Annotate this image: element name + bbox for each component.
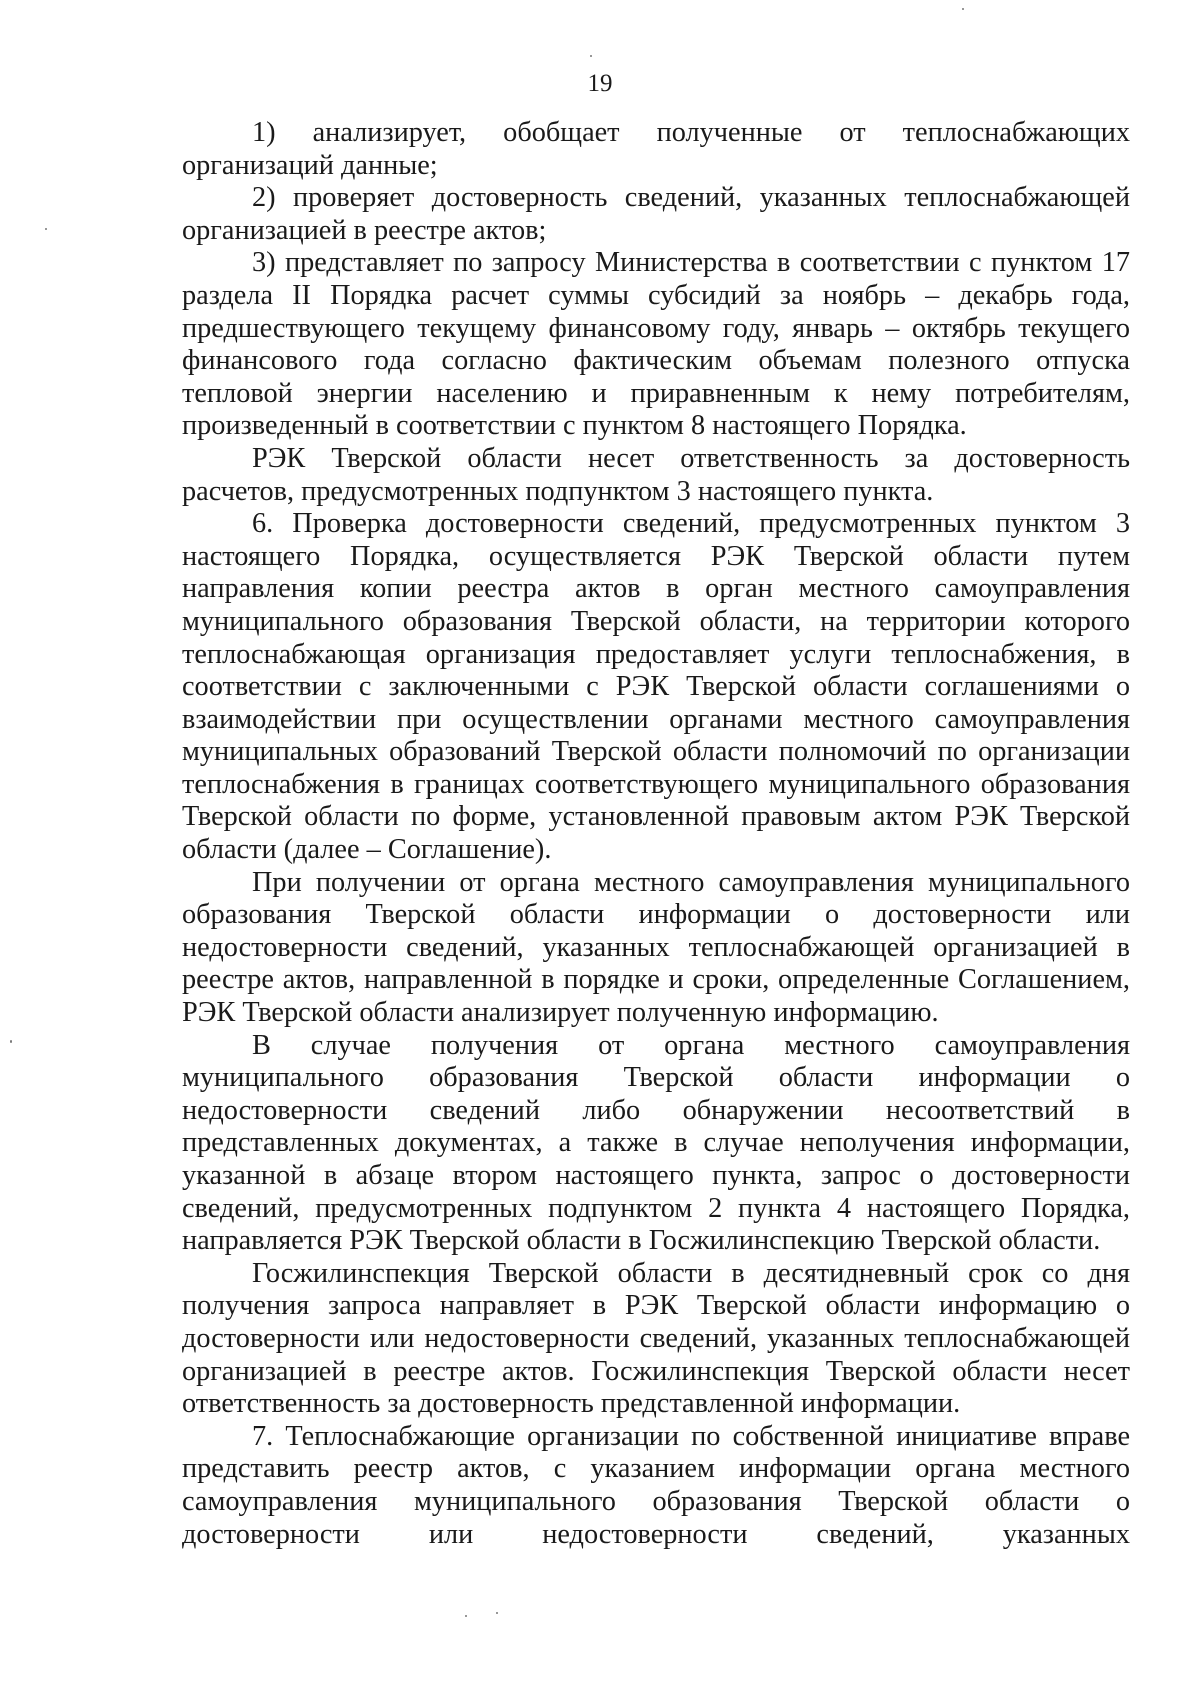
scan-speck (45, 228, 47, 230)
paragraph-receipt-info: При получении от органа местного самоуправления муниципального образования Тверской области информации о достоверности или недостоверности сведений, указанных теплоснабжающей организацией в реестре актов, направленной в порядке и сроки, определенные Соглашением, РЭК Тверской области анализирует полученную информацию. (182, 866, 1130, 1029)
paragraph-clause-6: 6. Проверка достоверности сведений, предусмотренных пунктом 3 настоящего Порядка, осуществляется РЭК Тверской области путем направления копии реестра актов в орган местного самоуправления муниципального образования Тверской области, на территории которого теплоснабжающая организация предоставляет услуги теплоснабжения, в соответствии с заключенными с РЭК Тверской области соглашениями о взаимодействии при осуществлении органами местного самоуправления муниципальных образований Тверской области полномочий по организации теплоснабжения в границах соответствующего муниципального образования Тверской области по форме, установленной правовым актом РЭК Тверской области (далее – Соглашение). (182, 508, 1130, 866)
page-number: 19 (587, 70, 613, 97)
paragraph-responsibility: РЭК Тверской области несет ответственность за достоверность расчетов, предусмотренных подпунктом 3 настоящего пункта. (182, 442, 1130, 507)
paragraph-inspection-deadline: Госжилинспекция Тверской области в десятидневный срок со дня получения запроса направляет в РЭК Тверской области информацию о достоверности или недостоверности сведений, указанных теплоснабжающей организацией в реестре актов. Госжилинспекция Тверской области несет ответственность за достоверность представленной информации. (182, 1257, 1130, 1420)
scan-speck (465, 1615, 467, 1617)
paragraph-item-1: 1) анализирует, обобщает полученные от теплоснабжающих организаций данные; (182, 117, 1130, 181)
paragraph-item-2: 2) проверяет достоверность сведений, указанных теплоснабжающей организацией в реестре актов; (182, 182, 1130, 246)
paragraph-item-3: 3) представляет по запросу Министерства в соответствии с пунктом 17 раздела II Порядка расчет суммы субсидий за ноябрь – декабрь года, предшествующего текущему финансовому году, январь – октябрь текущего финансового года согласно фактическим объемам полезного отпуска тепловой энергии населению и приравненным к нему потребителям, произведенный в соответствии с пунктом 8 настоящего Порядка. (182, 247, 1130, 442)
paragraph-inspection-request: В случае получения от органа местного самоуправления муниципального образования Тверской области информации о недостоверности сведений либо обнаружении несоответствий в представленных документах, а также в случае неполучения информации, указанной в абзаце втором настоящего пункта, запрос о достоверности сведений, предусмотренных подпунктом 2 пункта 4 настоящего Порядка, направляется РЭК Тверской области в Госжилинспекцию Тверской области. (182, 1029, 1130, 1257)
paragraph-clause-7: 7. Теплоснабжающие организации по собственной инициативе вправе представить реестр актов, с указанием информации органа местного самоуправления муниципального образования Тверской области о достоверности или недостоверности сведений, указанных (182, 1420, 1130, 1550)
document-body (182, 117, 1130, 1551)
scan-speck (590, 55, 592, 57)
scan-speck (962, 8, 964, 10)
scan-speck (10, 1040, 12, 1043)
scan-speck (496, 1612, 498, 1614)
